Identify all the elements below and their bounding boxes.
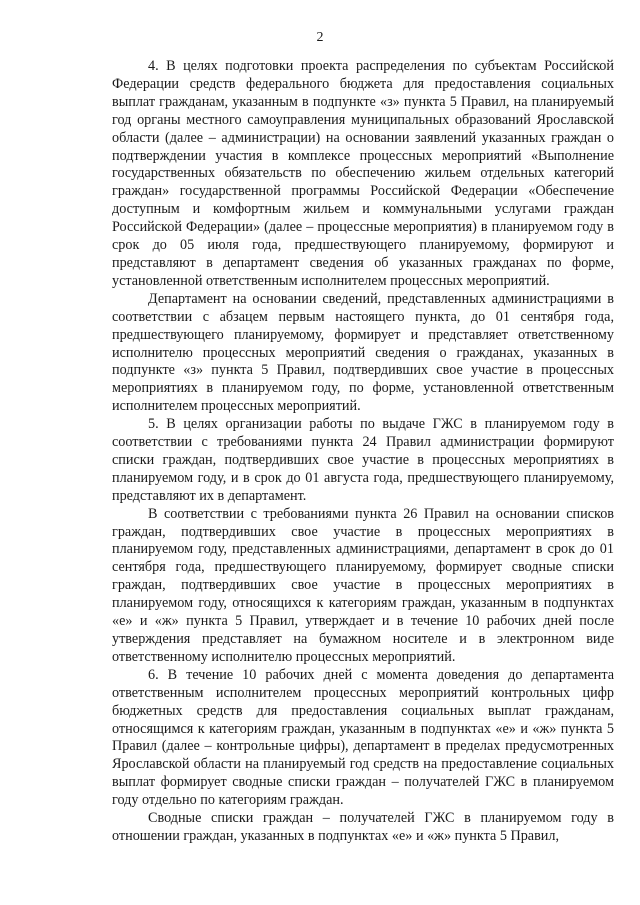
document-body <box>112 58 614 846</box>
page-number: 2 <box>316 30 324 45</box>
paragraph-5: 5. В целях организации работы по выдаче ГЖС в планируемом году в соответствии с требованиями пункта 24 Правил администрации формируют списки граждан, подтвердивших свое участие в процессных мероприятиях в планируемом году, и в срок до 01 августа года, предшествующего планируемому, представляют их в департамент. <box>112 416 614 504</box>
paragraph-4: 4. В целях подготовки проекта распределения по субъектам Российской Федерации средств федерального бюджета для предоставления социальных выплат гражданам, указанным в подпункте «з» пункта 5 Правил, на планируемый год органы местного самоуправления муниципальных образований Ярославской области (далее – администрации) на основании заявлений указанных граждан о подтверждении участия в комплексе процессных мероприятий «Выполнение государственных обязательств по обеспечению жильем отдельных категорий граждан» государственной программы Российской Федерации «Обеспечение доступным и комфортным жильем и коммунальными услугами граждан Российской Федерации» (далее – процессные мероприятия) в планируемом году в срок до 05 июля года, предшествующего планируемому, формируют и представляют в департамент сведения об указанных гражданах по форме, установленной ответственным исполнителем процессных мероприятий. <box>112 58 614 289</box>
paragraph-6: 6. В течение 10 рабочих дней с момента доведения до департамента ответственным исполнителем процессных мероприятий контрольных цифр бюджетных средств для предоставления социальных выплат гражданам, относящимся к категориям граждан, указанным в подпунктах «е» и «ж» пункта 5 Правил (далее – контрольные цифры), департамент в пределах предусмотренных Ярославской области на планируемый год средств на предоставление социальных выплат формирует сводные списки граждан – получателей ГЖС в планируемом году отдельно по категориям граждан. <box>112 666 614 809</box>
paragraph-4-department: Департамент на основании сведений, представленных администрациями в соответствии с абзацем первым настоящего пункта, до 01 сентября года, предшествующего планируемому, формирует и представляет ответственному исполнителю процессных мероприятий сведения о гражданах, указанных в подпункте «з» пункта 5 Правил, подтвердивших свое участие в процессных мероприятиях в планируемом году, по форме, установленной ответственным исполнителем процессных мероприятий. <box>112 290 614 415</box>
paragraph-5-lists: В соответствии с требованиями пункта 26 Правил на основании списков граждан, подтвердивших свое участие в процессных мероприятиях в планируемом году, представленных администрациями, департамент в срок до 01 сентября года, предшествующего планируемому, формирует сводные списки граждан, подтвердивших свое участие в процессных мероприятиях в планируемом году, относящихся к категориям граждан, указанным в подпунктах «е» и «ж» пункта 5 Правил, утверждает и в течение 10 рабочих дней после утверждения представляет на бумажном носителе и в электронном виде ответственному исполнителю процессных мероприятий. <box>112 505 614 665</box>
paragraph-6-summary-lists: Сводные списки граждан – получателей ГЖС в планируемом году в отношении граждан, указанных в подпунктах «е» и «ж» пункта 5 Правил, <box>112 810 614 844</box>
